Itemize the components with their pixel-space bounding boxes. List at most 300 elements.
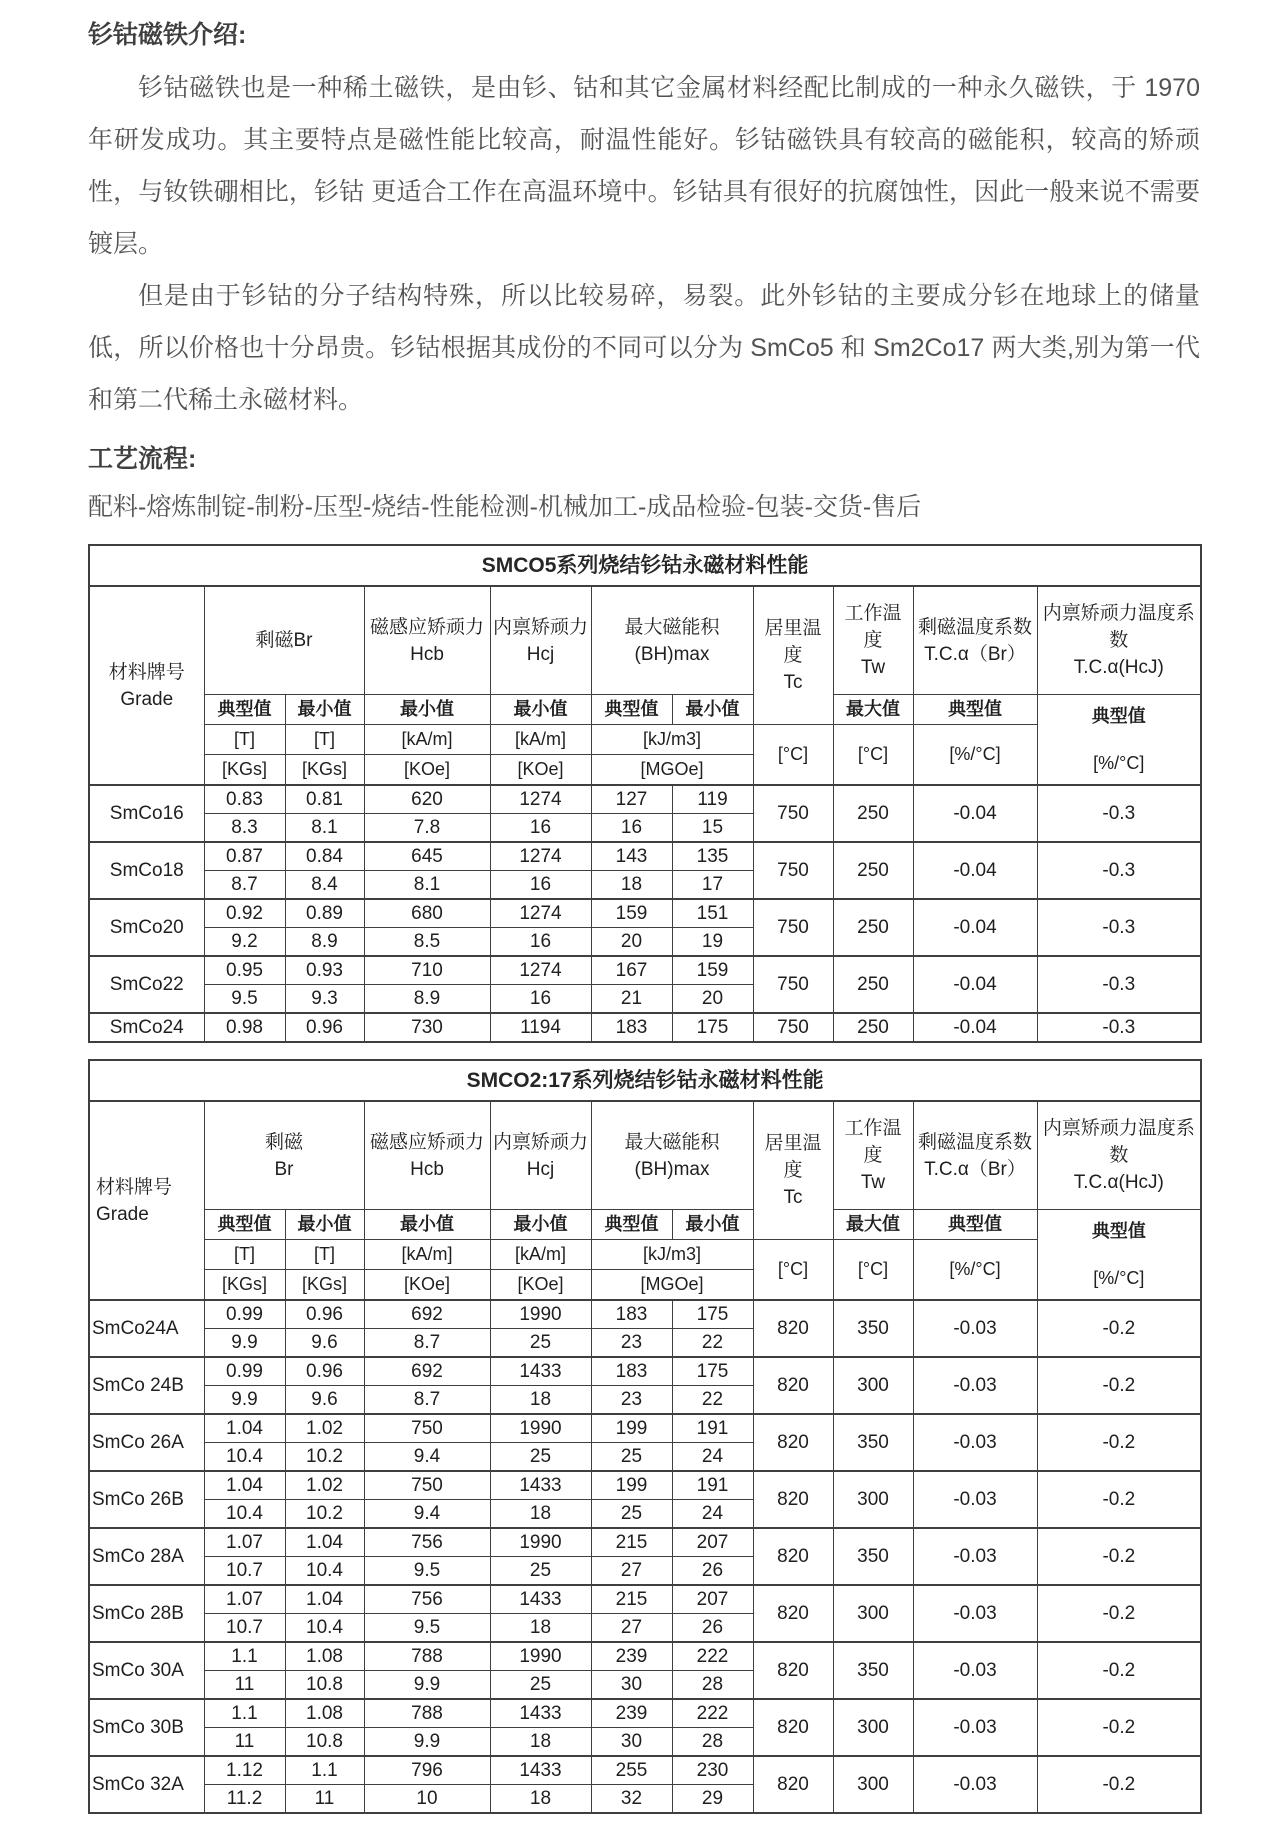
- value-cell: -0.03: [913, 1300, 1037, 1357]
- value-cell: 24: [672, 1500, 753, 1529]
- value-cell: 10.4: [285, 1557, 364, 1586]
- value-cell: 350: [833, 1414, 913, 1471]
- sub-header: 最小值: [364, 1210, 490, 1240]
- value-cell: 9.6: [285, 1329, 364, 1358]
- value-cell: 199: [591, 1471, 672, 1500]
- value-cell: 1274: [490, 785, 591, 814]
- grade-column-header: 材料牌号 Grade: [89, 586, 204, 785]
- smco5-table-section: [88, 544, 1200, 1043]
- value-cell: 20: [591, 928, 672, 957]
- value-cell: 8.1: [285, 814, 364, 843]
- value-cell: 756: [364, 1528, 490, 1557]
- value-cell: 300: [833, 1585, 913, 1642]
- unit-label: [T]: [204, 1240, 285, 1270]
- column-header: 工作温度 Tw: [833, 1101, 913, 1210]
- value-cell: 8.7: [204, 871, 285, 900]
- value-cell: 29: [672, 1785, 753, 1814]
- value-cell: 230: [672, 1756, 753, 1785]
- value-cell: 10.7: [204, 1614, 285, 1643]
- value-cell: 350: [833, 1528, 913, 1585]
- value-cell: -0.2: [1037, 1528, 1201, 1585]
- value-cell: -0.03: [913, 1414, 1037, 1471]
- value-cell: 27: [591, 1557, 672, 1586]
- value-cell: 167: [591, 956, 672, 985]
- value-cell: 250: [833, 956, 913, 1013]
- sub-header: 典型值: [591, 695, 672, 725]
- value-cell: 1.04: [204, 1471, 285, 1500]
- value-cell: 215: [591, 1585, 672, 1614]
- value-cell: 692: [364, 1300, 490, 1329]
- value-cell: 350: [833, 1300, 913, 1357]
- value-cell: 756: [364, 1585, 490, 1614]
- value-cell: 250: [833, 1013, 913, 1042]
- value-cell: 8.7: [364, 1329, 490, 1358]
- process-heading: 工艺流程:: [88, 445, 197, 473]
- value-cell: 10.4: [204, 1500, 285, 1529]
- unit-label: [T]: [285, 1240, 364, 1270]
- grade-cell: SmCo 28A: [89, 1528, 204, 1585]
- value-cell: 710: [364, 956, 490, 985]
- value-cell: 191: [672, 1471, 753, 1500]
- value-cell: 1.08: [285, 1699, 364, 1728]
- value-cell: 28: [672, 1728, 753, 1757]
- value-cell: 11: [285, 1785, 364, 1814]
- value-cell: 17: [672, 871, 753, 900]
- grade-cell: SmCo24A: [89, 1300, 204, 1357]
- value-cell: 645: [364, 842, 490, 871]
- value-cell: 27: [591, 1614, 672, 1643]
- value-cell: -0.2: [1037, 1357, 1201, 1414]
- value-cell: 18: [490, 1386, 591, 1415]
- value-cell: 300: [833, 1357, 913, 1414]
- value-cell: 16: [490, 814, 591, 843]
- value-cell: 1.07: [204, 1585, 285, 1614]
- value-cell: 1.04: [285, 1585, 364, 1614]
- column-header: 磁感应矫顽力 Hcb: [364, 586, 490, 695]
- sub-header: 最小值: [490, 695, 591, 725]
- value-cell: 222: [672, 1699, 753, 1728]
- value-cell: -0.04: [913, 785, 1037, 842]
- unit-label: [°C]: [833, 1240, 913, 1301]
- sub-header: 最大值: [833, 1210, 913, 1240]
- value-cell: 119: [672, 785, 753, 814]
- value-cell: 239: [591, 1699, 672, 1728]
- value-cell: 1.1: [204, 1642, 285, 1671]
- column-header: 最大磁能积 (BH)max: [591, 586, 753, 695]
- intro-paragraph-2: 但是由于钐钴的分子结构特殊，所以比较易碎，易裂。此外钐钴的主要成分钐在地球上的储量低，所以价格也十分昂贵。钐钴根据其成份的不同可以分为 SmCo5 和 Sm2Co17 两大类,别为第一代和第二代稀土永磁材料。: [88, 282, 1200, 414]
- unit-label: [MGOe]: [591, 755, 753, 786]
- value-cell: 1.02: [285, 1471, 364, 1500]
- value-cell: 750: [753, 1013, 833, 1042]
- smco5-properties-table: [88, 544, 1202, 1043]
- column-header: 剩磁Br: [204, 586, 364, 695]
- unit-label: [KOe]: [490, 1270, 591, 1301]
- value-cell: 28: [672, 1671, 753, 1700]
- value-cell: 10.2: [285, 1500, 364, 1529]
- value-cell: 0.99: [204, 1300, 285, 1329]
- column-header: 工作温度 Tw: [833, 586, 913, 695]
- value-cell: 820: [753, 1357, 833, 1414]
- value-cell: 8.4: [285, 871, 364, 900]
- unit-label: [kJ/m3]: [591, 725, 753, 755]
- grade-cell: SmCo 32A: [89, 1756, 204, 1813]
- value-cell: 750: [753, 956, 833, 1013]
- value-cell: 9.4: [364, 1443, 490, 1472]
- unit-label: [%/°C]: [913, 1240, 1037, 1301]
- value-cell: -0.2: [1037, 1585, 1201, 1642]
- value-cell: 175: [672, 1357, 753, 1386]
- value-cell: 22: [672, 1386, 753, 1415]
- value-cell: 250: [833, 785, 913, 842]
- value-cell: 300: [833, 1756, 913, 1813]
- value-cell: 350: [833, 1642, 913, 1699]
- value-cell: 1.04: [204, 1414, 285, 1443]
- value-cell: 9.4: [364, 1500, 490, 1529]
- value-cell: 9.2: [204, 928, 285, 957]
- column-header: 内禀矫顽力 Hcj: [490, 586, 591, 695]
- value-cell: 1.02: [285, 1414, 364, 1443]
- value-cell: 239: [591, 1642, 672, 1671]
- grade-cell: SmCo 30A: [89, 1642, 204, 1699]
- value-cell: 820: [753, 1756, 833, 1813]
- value-cell: 10.8: [285, 1728, 364, 1757]
- column-header: 剩磁温度系数 T.C.α（Br）: [913, 1101, 1037, 1210]
- value-cell: 10.7: [204, 1557, 285, 1586]
- unit-label: [°C]: [833, 725, 913, 786]
- value-cell: 30: [591, 1671, 672, 1700]
- value-cell: -0.03: [913, 1756, 1037, 1813]
- value-cell: -0.04: [913, 842, 1037, 899]
- value-cell: 159: [672, 956, 753, 985]
- sub-header: 最小值: [672, 1210, 753, 1240]
- value-cell: 26: [672, 1614, 753, 1643]
- value-cell: 10: [364, 1785, 490, 1814]
- value-cell: 183: [591, 1013, 672, 1042]
- sub-header: 最小值: [285, 695, 364, 725]
- value-cell: 1990: [490, 1528, 591, 1557]
- column-header: 内禀矫顽力温度系数 T.C.α(HcJ): [1037, 1101, 1201, 1210]
- value-cell: 18: [490, 1614, 591, 1643]
- unit-label: [KGs]: [204, 755, 285, 786]
- value-cell: -0.03: [913, 1357, 1037, 1414]
- value-cell: 8.1: [364, 871, 490, 900]
- value-cell: 10.2: [285, 1443, 364, 1472]
- value-cell: 1274: [490, 842, 591, 871]
- value-cell: 300: [833, 1699, 913, 1756]
- value-cell: 0.96: [285, 1300, 364, 1329]
- value-cell: 18: [591, 871, 672, 900]
- value-cell: -0.03: [913, 1699, 1037, 1756]
- value-cell: -0.3: [1037, 785, 1201, 842]
- value-cell: -0.03: [913, 1528, 1037, 1585]
- sub-header: 典型值: [204, 1210, 285, 1240]
- value-cell: -0.3: [1037, 1013, 1201, 1042]
- value-cell: 30: [591, 1728, 672, 1757]
- value-cell: -0.03: [913, 1471, 1037, 1528]
- value-cell: 255: [591, 1756, 672, 1785]
- value-cell: 1.1: [204, 1699, 285, 1728]
- sub-header: 典型值: [913, 695, 1037, 725]
- value-cell: 9.3: [285, 985, 364, 1014]
- value-cell: 300: [833, 1471, 913, 1528]
- unit-label: [T]: [285, 725, 364, 755]
- grade-column-header: 材料牌号 Grade: [89, 1101, 204, 1300]
- sub-header: 典型值 [%/°C]: [1037, 695, 1201, 786]
- unit-label: [kA/m]: [490, 725, 591, 755]
- sub-header: 典型值: [204, 695, 285, 725]
- sub-header: 最小值: [490, 1210, 591, 1240]
- unit-label: [%/°C]: [913, 725, 1037, 786]
- process-flow-text: 配料-熔炼制锭-制粉-压型-烧结-性能检测-机械加工-成品检验-包装-交货-售后: [88, 493, 922, 521]
- value-cell: 750: [753, 842, 833, 899]
- value-cell: 18: [490, 1785, 591, 1814]
- value-cell: 16: [490, 985, 591, 1014]
- value-cell: 0.96: [285, 1013, 364, 1042]
- value-cell: 250: [833, 899, 913, 956]
- value-cell: 16: [490, 928, 591, 957]
- value-cell: 1433: [490, 1699, 591, 1728]
- value-cell: 135: [672, 842, 753, 871]
- value-cell: 8.3: [204, 814, 285, 843]
- value-cell: -0.04: [913, 956, 1037, 1013]
- value-cell: 1990: [490, 1414, 591, 1443]
- value-cell: 1.1: [285, 1756, 364, 1785]
- value-cell: 820: [753, 1642, 833, 1699]
- grade-cell: SmCo 24B: [89, 1357, 204, 1414]
- value-cell: 0.99: [204, 1357, 285, 1386]
- value-cell: 680: [364, 899, 490, 928]
- sub-header: 最小值: [364, 695, 490, 725]
- value-cell: -0.04: [913, 1013, 1037, 1042]
- value-cell: 820: [753, 1300, 833, 1357]
- value-cell: 11: [204, 1728, 285, 1757]
- sub-header: 最小值: [285, 1210, 364, 1240]
- value-cell: 207: [672, 1585, 753, 1614]
- value-cell: -0.2: [1037, 1756, 1201, 1813]
- value-cell: 10.4: [204, 1443, 285, 1472]
- value-cell: 191: [672, 1414, 753, 1443]
- value-cell: 24: [672, 1443, 753, 1472]
- value-cell: 159: [591, 899, 672, 928]
- unit-label: [KOe]: [364, 1270, 490, 1301]
- grade-cell: SmCo22: [89, 956, 204, 1013]
- value-cell: 127: [591, 785, 672, 814]
- unit-label: [MGOe]: [591, 1270, 753, 1301]
- unit-label: [KGs]: [204, 1270, 285, 1301]
- unit-label: [KGs]: [285, 1270, 364, 1301]
- value-cell: 18: [490, 1500, 591, 1529]
- value-cell: 750: [364, 1414, 490, 1443]
- grade-cell: SmCo18: [89, 842, 204, 899]
- value-cell: 820: [753, 1528, 833, 1585]
- grade-cell: SmCo 26B: [89, 1471, 204, 1528]
- sub-header: 典型值 [%/°C]: [1037, 1210, 1201, 1301]
- value-cell: 8.7: [364, 1386, 490, 1415]
- value-cell: 215: [591, 1528, 672, 1557]
- value-cell: 10.8: [285, 1671, 364, 1700]
- value-cell: -0.3: [1037, 842, 1201, 899]
- value-cell: 10.4: [285, 1614, 364, 1643]
- value-cell: 9.9: [204, 1386, 285, 1415]
- column-header: 磁感应矫顽力 Hcb: [364, 1101, 490, 1210]
- value-cell: 820: [753, 1471, 833, 1528]
- column-header: 居里温度 Tc: [753, 1101, 833, 1240]
- value-cell: 8.5: [364, 928, 490, 957]
- unit-label: [KGs]: [285, 755, 364, 786]
- value-cell: -0.2: [1037, 1300, 1201, 1357]
- column-header: 内禀矫顽力 Hcj: [490, 1101, 591, 1210]
- value-cell: 750: [753, 899, 833, 956]
- column-header: 剩磁温度系数 T.C.α（Br）: [913, 586, 1037, 695]
- value-cell: 11.2: [204, 1785, 285, 1814]
- value-cell: 25: [490, 1443, 591, 1472]
- grade-cell: SmCo16: [89, 785, 204, 842]
- value-cell: 9.5: [364, 1557, 490, 1586]
- unit-label: [kA/m]: [364, 1240, 490, 1270]
- table-title: SMCO2:17系列烧结钐钴永磁材料性能: [89, 1060, 1201, 1101]
- sub-header: 最大值: [833, 695, 913, 725]
- value-cell: 0.96: [285, 1357, 364, 1386]
- value-cell: 26: [672, 1557, 753, 1586]
- value-cell: 9.9: [364, 1728, 490, 1757]
- value-cell: 183: [591, 1300, 672, 1329]
- value-cell: -0.04: [913, 899, 1037, 956]
- column-header: 内禀矫顽力温度系数 T.C.α(HcJ): [1037, 586, 1201, 695]
- value-cell: 820: [753, 1414, 833, 1471]
- value-cell: 1.12: [204, 1756, 285, 1785]
- smco217-table-section: [88, 1059, 1200, 1814]
- value-cell: 9.6: [285, 1386, 364, 1415]
- value-cell: 199: [591, 1414, 672, 1443]
- column-header: 居里温度 Tc: [753, 586, 833, 725]
- value-cell: 23: [591, 1386, 672, 1415]
- value-cell: 15: [672, 814, 753, 843]
- value-cell: 9.5: [204, 985, 285, 1014]
- sub-header: 典型值: [913, 1210, 1037, 1240]
- value-cell: 750: [364, 1471, 490, 1500]
- unit-label: [°C]: [753, 1240, 833, 1301]
- column-header: 最大磁能积 (BH)max: [591, 1101, 753, 1210]
- value-cell: 8.9: [285, 928, 364, 957]
- value-cell: 820: [753, 1585, 833, 1642]
- value-cell: 1.08: [285, 1642, 364, 1671]
- value-cell: 175: [672, 1013, 753, 1042]
- value-cell: 183: [591, 1357, 672, 1386]
- value-cell: 1274: [490, 956, 591, 985]
- value-cell: 25: [490, 1671, 591, 1700]
- table-title: SMCO5系列烧结钐钴永磁材料性能: [89, 545, 1201, 586]
- value-cell: 0.87: [204, 842, 285, 871]
- value-cell: 20: [672, 985, 753, 1014]
- value-cell: 1433: [490, 1756, 591, 1785]
- value-cell: -0.03: [913, 1585, 1037, 1642]
- value-cell: 7.8: [364, 814, 490, 843]
- value-cell: 143: [591, 842, 672, 871]
- value-cell: 796: [364, 1756, 490, 1785]
- value-cell: 692: [364, 1357, 490, 1386]
- value-cell: 0.83: [204, 785, 285, 814]
- grade-cell: SmCo 28B: [89, 1585, 204, 1642]
- value-cell: 750: [753, 785, 833, 842]
- value-cell: 1433: [490, 1585, 591, 1614]
- intro-paragraph-1: 钐钴磁铁也是一种稀土磁铁，是由钐、钴和其它金属材料经配比制成的一种永久磁铁，于 1970 年研发成功。其主要特点是磁性能比较高，耐温性能好。钐钴磁铁具有较高的磁能积，较高的矫顽性，与钕铁硼相比，钐钴 更适合工作在高温环境中。钐钴具有很好的抗腐蚀性，因此一般来说不需要镀层。: [88, 74, 1200, 258]
- value-cell: -0.2: [1037, 1414, 1201, 1471]
- value-cell: 0.89: [285, 899, 364, 928]
- value-cell: 788: [364, 1642, 490, 1671]
- grade-cell: SmCo 26A: [89, 1414, 204, 1471]
- unit-label: [kA/m]: [490, 1240, 591, 1270]
- value-cell: -0.3: [1037, 899, 1201, 956]
- value-cell: 1.07: [204, 1528, 285, 1557]
- value-cell: 16: [591, 814, 672, 843]
- value-cell: 1.04: [285, 1528, 364, 1557]
- value-cell: 1274: [490, 899, 591, 928]
- value-cell: 222: [672, 1642, 753, 1671]
- grade-cell: SmCo20: [89, 899, 204, 956]
- value-cell: 175: [672, 1300, 753, 1329]
- value-cell: 16: [490, 871, 591, 900]
- grade-cell: SmCo24: [89, 1013, 204, 1042]
- sub-header: 典型值: [591, 1210, 672, 1240]
- value-cell: 25: [490, 1557, 591, 1586]
- value-cell: -0.3: [1037, 956, 1201, 1013]
- value-cell: 151: [672, 899, 753, 928]
- unit-label: [KOe]: [364, 755, 490, 786]
- value-cell: 207: [672, 1528, 753, 1557]
- value-cell: 620: [364, 785, 490, 814]
- unit-label: [kJ/m3]: [591, 1240, 753, 1270]
- value-cell: -0.03: [913, 1642, 1037, 1699]
- value-cell: 1433: [490, 1357, 591, 1386]
- value-cell: 8.9: [364, 985, 490, 1014]
- value-cell: 250: [833, 842, 913, 899]
- value-cell: 23: [591, 1329, 672, 1358]
- value-cell: 0.84: [285, 842, 364, 871]
- value-cell: 22: [672, 1329, 753, 1358]
- value-cell: 32: [591, 1785, 672, 1814]
- value-cell: -0.2: [1037, 1699, 1201, 1756]
- value-cell: 9.5: [364, 1614, 490, 1643]
- value-cell: 730: [364, 1013, 490, 1042]
- value-cell: 25: [591, 1443, 672, 1472]
- value-cell: 1990: [490, 1642, 591, 1671]
- value-cell: 820: [753, 1699, 833, 1756]
- value-cell: 19: [672, 928, 753, 957]
- value-cell: 21: [591, 985, 672, 1014]
- value-cell: 0.95: [204, 956, 285, 985]
- value-cell: 0.92: [204, 899, 285, 928]
- unit-label: [KOe]: [490, 755, 591, 786]
- value-cell: 0.81: [285, 785, 364, 814]
- value-cell: 0.93: [285, 956, 364, 985]
- value-cell: 18: [490, 1728, 591, 1757]
- value-cell: 1433: [490, 1471, 591, 1500]
- column-header: 剩磁 Br: [204, 1101, 364, 1210]
- value-cell: 788: [364, 1699, 490, 1728]
- unit-label: [T]: [204, 725, 285, 755]
- value-cell: 1194: [490, 1013, 591, 1042]
- sub-header: 最小值: [672, 695, 753, 725]
- unit-label: [kA/m]: [364, 725, 490, 755]
- grade-cell: SmCo 30B: [89, 1699, 204, 1756]
- smco217-properties-table: [88, 1059, 1202, 1814]
- value-cell: 1990: [490, 1300, 591, 1329]
- value-cell: 0.98: [204, 1013, 285, 1042]
- value-cell: 9.9: [204, 1329, 285, 1358]
- value-cell: 25: [591, 1500, 672, 1529]
- value-cell: 9.9: [364, 1671, 490, 1700]
- intro-heading: 钐钴磁铁介绍:: [88, 21, 247, 49]
